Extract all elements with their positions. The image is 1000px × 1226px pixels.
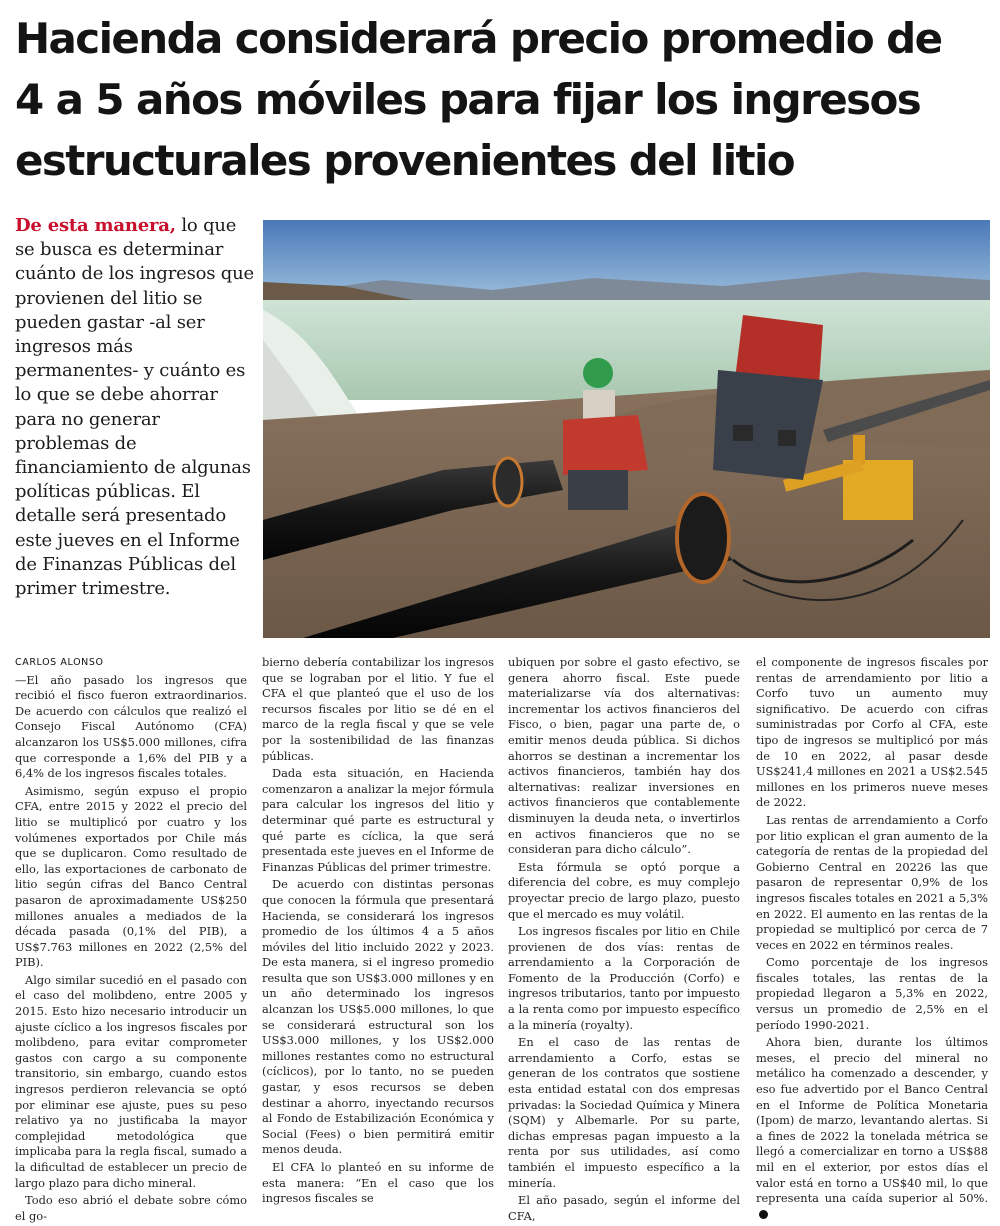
headline [15, 8, 990, 191]
end-of-article-icon [759, 1210, 768, 1219]
article-column-2 [262, 655, 494, 1209]
headline-line-3: estructurales provenientes del litio [15, 136, 795, 185]
last-paragraph [756, 1035, 988, 1222]
lead-accent: De esta manera, [15, 215, 176, 236]
headline-line-2: 4 a 5 años móviles para fijar los ingresos [15, 75, 921, 124]
lead-text: lo que se busca es determinar cuánto de los ingresos que provienen del litio se pueden gastar -al ser ingresos más permanentes- y cuánto es lo que se debe ahorrar para no generar problemas de financiamiento de algunas políticas públicas. El detalle será presentado este jueves en el Informe de Finanzas Públicas del primer trimestre. [15, 215, 254, 600]
headline-line-1: Hacienda considerará precio promedio de [15, 14, 942, 63]
article-column-1 [15, 655, 247, 1226]
byline: CARLOS ALONSO [15, 657, 104, 668]
paragraph: En el caso de las rentas de arrendamiento a Corfo, estas se generan de los contratos que sostiene esta entidad estatal con dos empresas privadas: la Sociedad Química y Minera (SQM) y Albemarle. Por su parte, dichas empresas pagan impuesto a la renta por sus utilidades, así como también el impuesto específico a la minería. [508, 1035, 740, 1190]
paragraph: Dada esta situación, en Hacienda comenzaron a analizar la mejor fórmula para calcular los ingresos del litio y determinar qué parte es estructural y qué parte es cíclica, la que será presentada este jueves en el Informe de Finanzas Públicas del primer trimestre. [262, 766, 494, 874]
paragraph: Todo eso abrió el debate sobre cómo el go- [15, 1193, 247, 1223]
article-column-3 [508, 655, 740, 1226]
paragraph: bierno debería contabilizar los ingresos que se lograban por el litio. Y fue el CFA el que planteó que el uso de los recursos fiscales por litio se dé en el marco de la regla fiscal y que se vele por la sostenibilidad de las finanzas públicas. [262, 655, 494, 763]
paragraph: El CFA lo planteó en su informe de esta manera: “En el caso que los ingresos fiscales se [262, 1160, 494, 1206]
paragraph: Algo similar sucedió en el pasado con el caso del molibdeno, entre 2005 y 2015. Esto hizo necesario introducir un ajuste cíclico a los ingresos fiscales por molibdeno, para evitar comprometer gastos con cargo a su componente transitorio, sin embargo, cuando estos ingresos perdieron relevancia se optó por eliminar ese ajuste, pues su peso relativo ya no justificaba la mayor complejidad metodológica que implicaba para la regla fiscal, sumado a la dificultad de establecer un precio de largo plazo para dicho mineral. [15, 972, 247, 1190]
article-column-4 [756, 655, 988, 1224]
paragraph: Esta fórmula se optó porque a diferencia del cobre, es muy complejo proyectar precio de largo plazo, puesto que el mercado es muy volátil. [508, 859, 740, 921]
last-paragraph-text: Ahora bien, durante los últimos meses, el precio del mineral no metálico ha comenzado a descender, y eso fue advertido por el Banco Central en el Informe de Política Monetaria (Ipom) de marzo, levantando alertas. Si a fines de 2022 la tonelada métrica se llegó a comercializar en torno a US$88 mil en el exterior, por estos días el valor está en torno a US$40 mil, lo que representa una caída superior al 50%. [756, 1035, 988, 1206]
paragraph: ubiquen por sobre el gasto efectivo, se genera ahorro fiscal. Este puede materializarse vía dos alternativas: incrementar los activos financieros del Fisco, o bien, pagar una parte de, o emitir menos deuda pública. Si dichos ahorros se destinan a incrementar los activos financieros, también hay dos alternativas: realizar inversiones en activos financieros que contablemente disminuyen la deuda neta, o invertirlos en activos financieros que no se consideran para dicho cálculo”. [508, 655, 740, 857]
paragraph: —El año pasado los ingresos que recibió el fisco fueron extraordinarios. De acuerdo con cálculos que realizó el Consejo Fiscal Autónomo (CFA) alcanzaron los US$5.000 millones, cifra que corresponde a 1,6% del PIB y a 6,4% de los ingresos fiscales totales. [15, 672, 247, 781]
article-photo [263, 220, 990, 638]
paragraph: Las rentas de arrendamiento a Corfo por litio explican el gran aumento de la categoría de rentas de la propiedad del Gobierno Central en 20226 las que pasaron de representar 0,9% de los ingresos fiscales totales en 2021 a 5,3% en 2022. El aumento en las rentas de la propiedad se multiplicó por cerca de 7 veces en 2022 en términos reales. [756, 812, 988, 952]
paragraph: El año pasado, según el informe del CFA, [508, 1193, 740, 1223]
paragraph: De acuerdo con distintas personas que conocen la fórmula que presentará Hacienda, se considerará los ingresos promedio de los últimos 4 a 5 años móviles del litio incluido 2022 y 2023. De esta manera, si el ingreso promedio resulta que son US$3.000 millones y en un año determinado los ingresos alcanzan los US$5.000 millones, lo que se considerará estructural son los US$3.000 millones, y los US$2.000 millones restantes como no estructural (cíclicos), por lo tanto, no se pueden gastar, y esos recursos se deben destinar a ahorro, inyectando recursos al Fondo de Estabilización Económica y Social (Fees) o bien permitirá emitir menos deuda. [262, 877, 494, 1157]
paragraph: el componente de ingresos fiscales por rentas de arrendamiento por litio a Corfo tuvo un aumento muy significativo. De acuerdo con cifras suministradas por Corfo al CFA, este tipo de ingresos se multiplicó por más de 10 en 2022, al pasar desde US$241,4 millones en 2021 a US$2.545 millones en los primeros nueve meses de 2022. [756, 655, 988, 810]
paragraph: Asimismo, según expuso el propio CFA, entre 2015 y 2022 el precio del litio se multiplicó por cuatro y los volúmenes exportados por Chile más que se duplicaron. Como resultado de ello, las exportaciones de carbonato de litio según cifras del Banco Central pasaron de aproximadamente US$250 millones anuales a mediados de la década pasada (0,1% del PIB), a US$7.763 millones en 2022 (2,5% del PIB). [15, 783, 247, 970]
lead-paragraph [15, 214, 255, 601]
lithium-pipeline-workers-photo [263, 220, 990, 638]
paragraph: Los ingresos fiscales por litio en Chile provienen de dos vías: rentas de arrendamiento a la Corporación de Fomento de la Producción (Corfo) e ingresos tributarios, tanto por impuesto a la renta como por impuesto específico a la minería (royalty). [508, 924, 740, 1032]
paragraph: Como porcentaje de los ingresos fiscales totales, las rentas de la propiedad llegaron a 5,3% en 2022, versus un promedio de 2,5% en el período 1990-2021. [756, 955, 988, 1032]
